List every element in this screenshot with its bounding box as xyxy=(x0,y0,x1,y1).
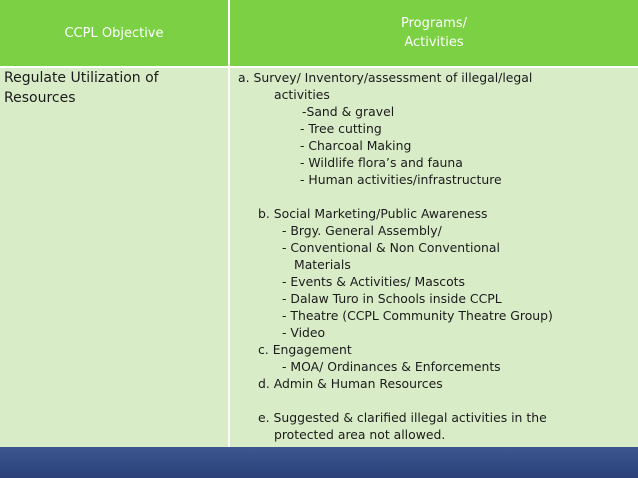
header-col2-line2: Activities xyxy=(404,35,464,50)
header-col2-line1: Programs/ xyxy=(400,16,467,31)
activity-b-item-cont: Materials xyxy=(294,257,351,272)
activity-a-item: -Sand & gravel xyxy=(302,104,395,119)
activity-a-title-cont: activities xyxy=(274,87,330,102)
activity-b-item: - Dalaw Turo in Schools inside CCPL xyxy=(282,291,502,306)
header-programs-activities xyxy=(230,0,638,66)
objective-line-2: Resources xyxy=(4,90,76,106)
activity-a-item: - Human activities/infrastructure xyxy=(300,172,502,187)
objective-line-1: Regulate Utilization of xyxy=(4,70,159,86)
activity-a-title: a. Survey/ Inventory/assessment of illegal/legal xyxy=(238,70,533,85)
header-ccpl-objective xyxy=(0,0,228,66)
activity-e-title-cont: protected area not allowed. xyxy=(274,427,446,442)
activity-b-item: - Video xyxy=(282,325,326,340)
table-header-row xyxy=(0,0,638,66)
activity-e-title: e. Suggested & clarified illegal activities in the xyxy=(258,410,547,425)
activity-a-item: - Charcoal Making xyxy=(300,138,412,153)
activity-b-item: - Conventional & Non Conventional xyxy=(282,240,500,255)
activity-d-title: d. Admin & Human Resources xyxy=(258,376,443,391)
activity-b-item: - Theatre (CCPL Community Theatre Group) xyxy=(282,308,553,323)
activity-c-title: c. Engagement xyxy=(258,342,352,357)
activity-b-item: - Events & Activities/ Mascots xyxy=(282,274,465,289)
activity-c-item: - MOA/ Ordinances & Enforcements xyxy=(282,359,501,374)
activity-b-title: b. Social Marketing/Public Awareness xyxy=(258,206,488,221)
activity-a-item: - Tree cutting xyxy=(300,121,382,136)
activity-b-item: - Brgy. General Assembly/ xyxy=(282,223,442,238)
activities-cell xyxy=(0,68,638,448)
header-col1-label: CCPL Objective xyxy=(64,25,164,41)
slide-footer-bar xyxy=(0,447,638,478)
activity-a-item: - Wildlife flora’s and fauna xyxy=(300,155,463,170)
